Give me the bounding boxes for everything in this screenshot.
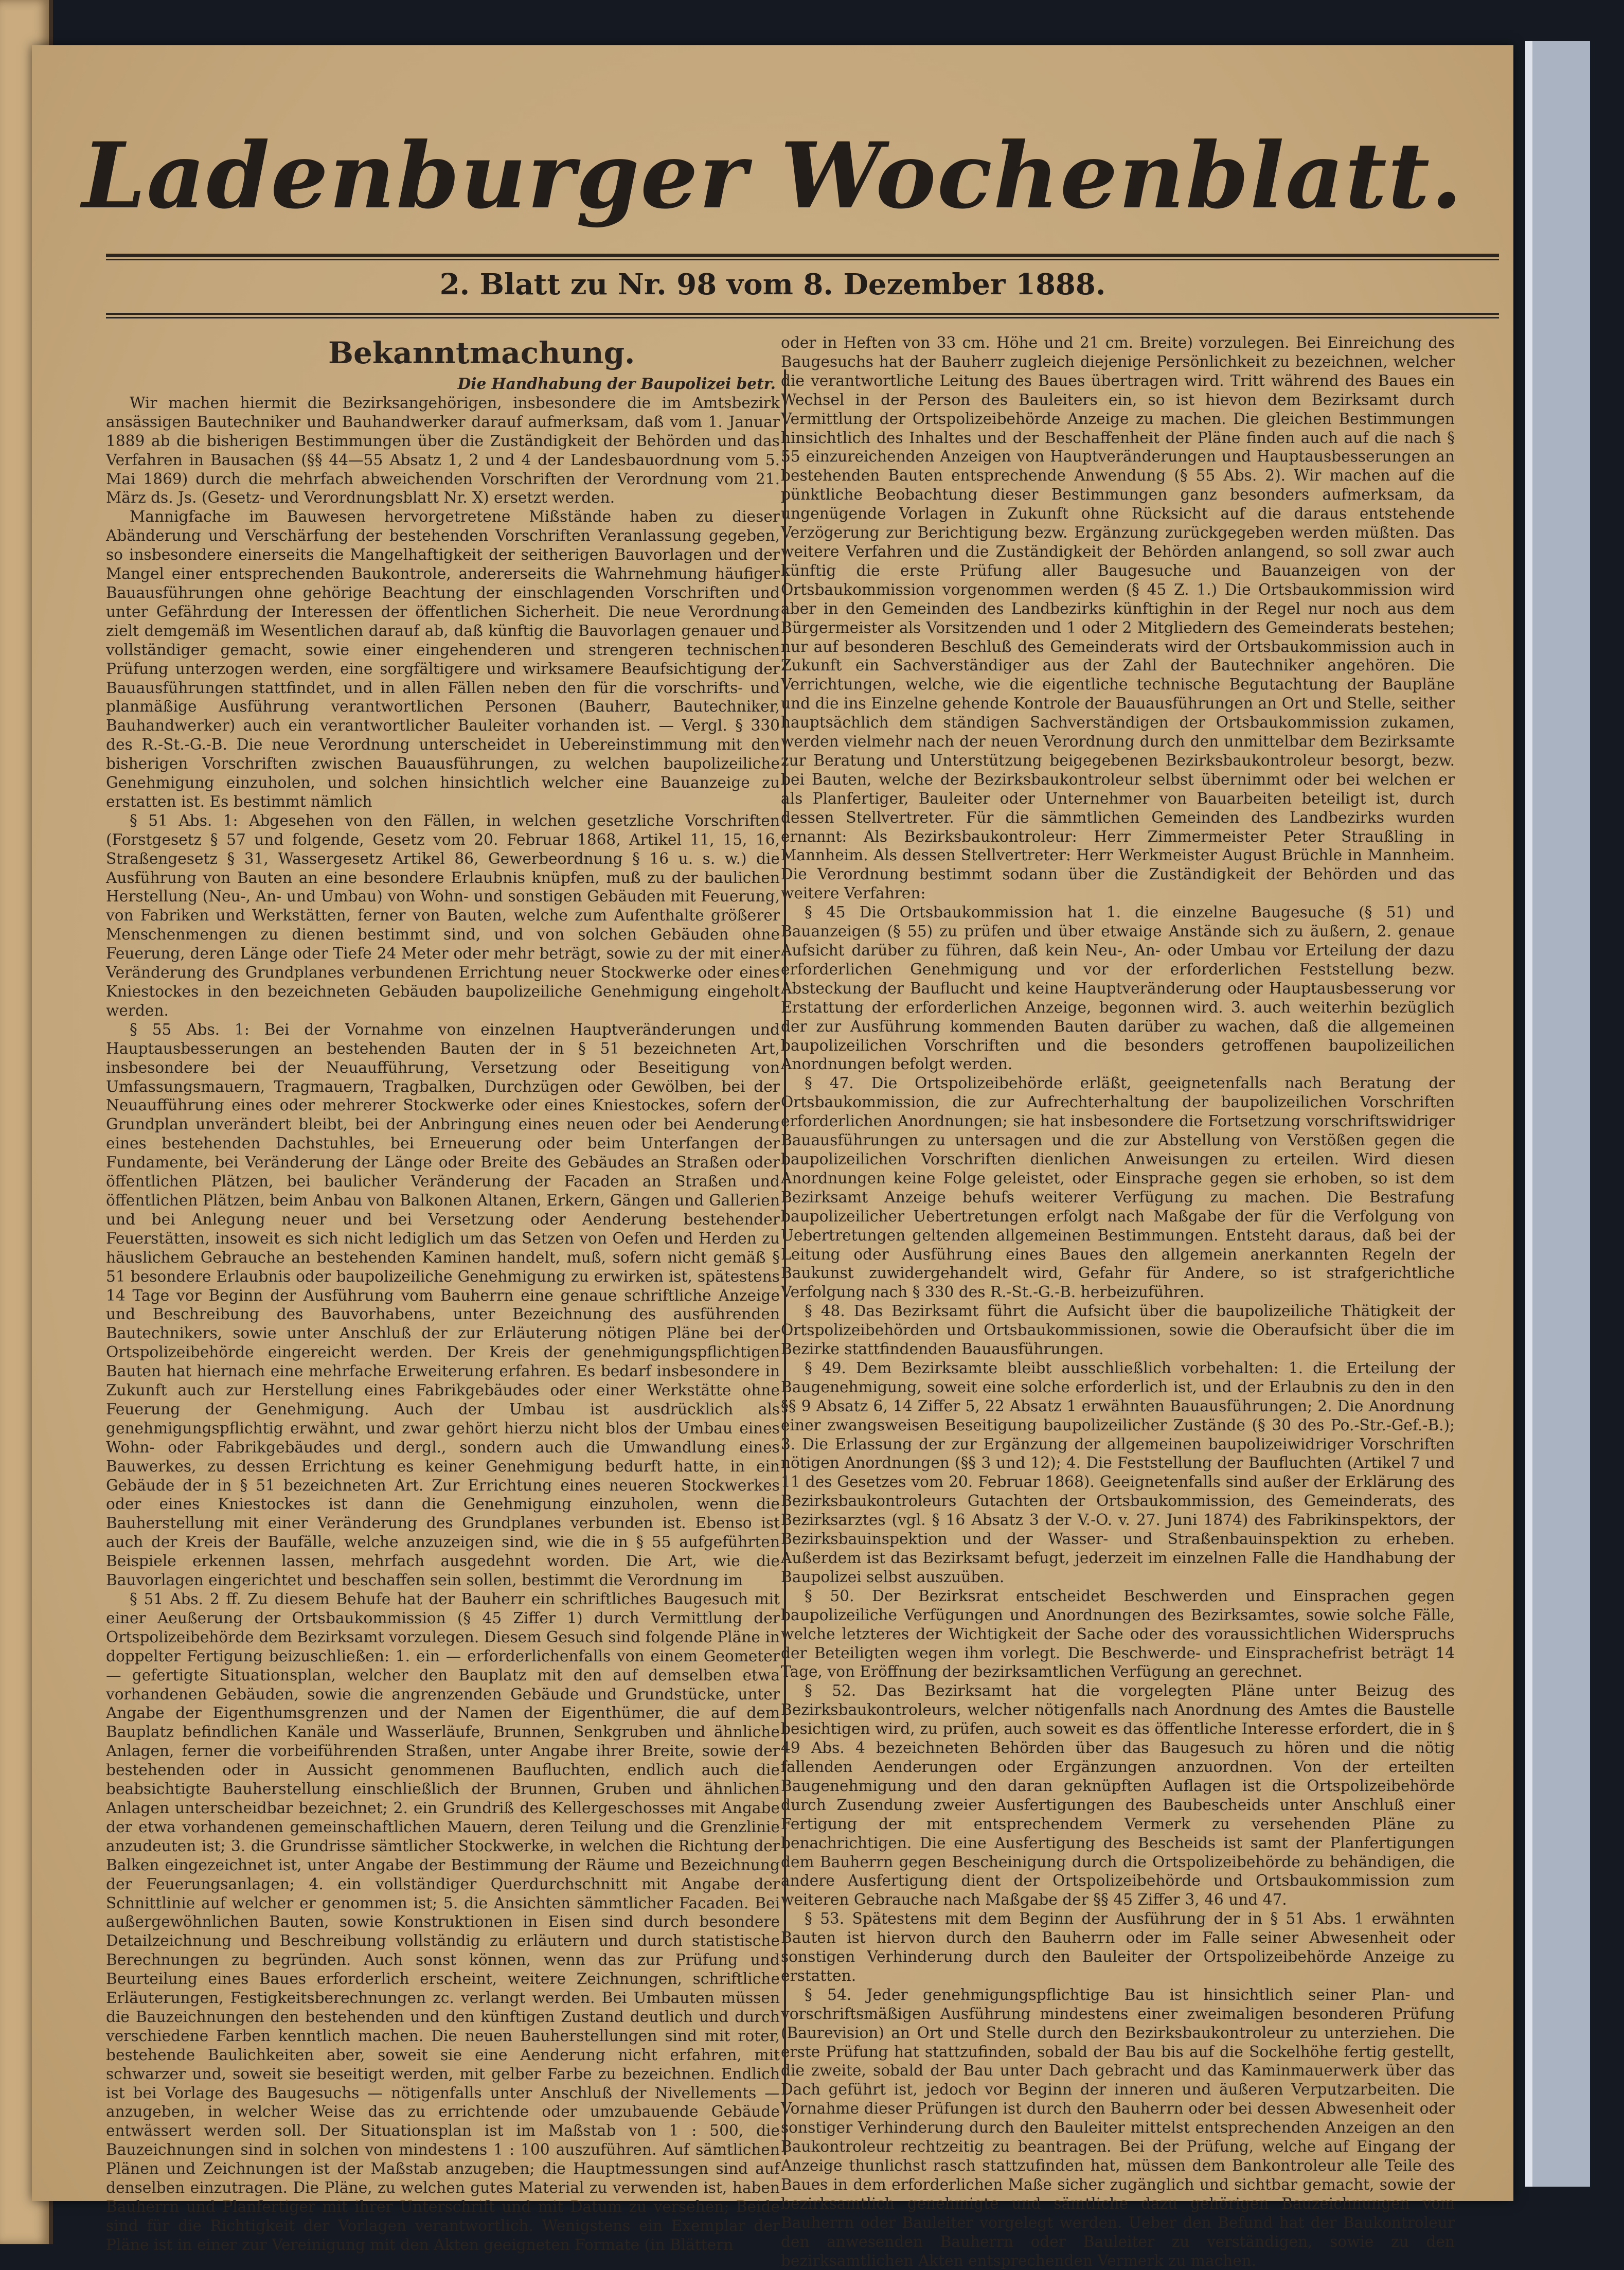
paragraph: § 52. Das Bezirksamt hat die vorgelegten Pläne unter Beizug des Bezirksbaukontroleurs, welcher nötigenfalls nach Anordnung des Amtes die Baustelle besichtigen wird, zu prüfen, auch soweit es das öffentliche Interesse erfordert, die in § 49 Abs. 4 bezeichneten Behörden über das Baugesuch zu hören und die nötig fallenden Aenderungen oder Ergänzungen anzuordnen. Von der erteilten Baugenehmigung und den daran geknüpften Auflagen ist die Ortspolizeibehörde durch Zusendung zweier Ausfertigungen des Baubescheids unter Anschluß einer Fertigung der mit entsprechendem Vermerk zu versehenden Pläne zu benachrichtigen. Die eine Ausfertigung des Bescheids ist samt der Planfertigungen dem Bauherrn gegen Bescheinigung durch die Ortspolizeibehörde zu behändigen, die andere Ausfertigung dient der Ortspolizeibehörde und Ortsbaukommission zum weiteren Gebrauche nach Maßgabe der §§ 45 Ziffer 3, 46 und 47. xyxy=(781,1682,1455,1909)
paragraph: § 55 Abs. 1: Bei der Vornahme von einzelnen Hauptveränderungen und Hauptausbesserungen an bestehenden Bauten der in § 51 bezeichneten Art, insbesondere bei der Neuaufführung, Versetzung oder Beseitigung von Umfassungsmauern, Tragmauern, Tragbalken, Durchzügen oder Gewölben, bei der Neuaufführung eines oder mehrerer Stockwerke oder eines Kniestockes, sofern der Grundplan unverändert bleibt, bei der Anbringung eines neuen oder bei Aenderung eines bestehenden Dachstuhles, bei Erneuerung oder beim Unterfangen der Fundamente, bei Veränderung der Länge oder Breite des Gebäudes an Straßen oder öffentlichen Plätzen, bei baulicher Veränderung der Facaden an Straßen und öffentlichen Plätzen, beim Anbau von Balkonen Altanen, Erkern, Gängen und Gallerien und bei Anlegung neuer und bei Versetzung oder Aenderung bestehender Feuerstätten, insoweit es sich nicht lediglich um das Setzen von Oefen und Herden zu häuslichem Gebrauche an bestehenden Kaminen handelt, muß, sofern nicht gemäß § 51 besondere Erlaubnis oder baupolizeiliche Genehmigung zu erwirken ist, spätestens 14 Tage vor Beginn der Ausführung vom Bauherrn eine genaue schriftliche Anzeige und Beschreibung des Bauvorhabens, unter Bezeichnung des ausführenden Bautechnikers, sowie unter Anschluß der zur Erläuterung nötigen Pläne bei der Ortspolizeibehörde eingereicht werden. Der Kreis der genehmigungspflichtigen Bauten hat hiernach eine mehrfache Erweiterung erfahren. Es bedarf insbesondere in Zukunft auch zur Herstellung eines Fabrikgebäudes oder einer Werkstätte ohne Feuerung der Genehmigung. Auch der Umbau ist ausdrücklich als genehmigungspflichtig erwähnt, und zwar gehört hierzu nicht blos der Umbau eines Wohn- oder Fabrikgebäudes und dergl., sondern auch die Umwandlung eines Bauwerkes, zu dessen Errichtung es keiner Genehmigung bedurft hatte, in ein Gebäude der in § 51 bezeichneten Art. Zur Errichtung eines neueren Stockwerkes oder eines Kniestockes ist dann die Genehmigung einzuholen, wenn die Bauherstellung mit einer Veränderung des Grundplanes verbunden ist. Ebenso ist auch der Kreis der Baufälle, welche anzuzeigen sind, wie die in § 55 aufgeführten Beispiele erkennen lassen, mehrfach ausgedehnt worden. Die Art, wie die Bauvorlagen eingerichtet und beschaffen sein sollen, bestimmt die Verordnung im xyxy=(106,1020,780,1589)
paragraph: § 50. Der Bezirksrat entscheidet Beschwerden und Einsprachen gegen baupolizeiliche Verfügungen und Anordnungen des Bezirksamtes, sowie solche Fälle, welche letzteres der Wichtigkeit der Sache oder des voraussichtlichen Widerspruchs der Beteiligten wegen ihm vorlegt. Die Beschwerde- und Einsprachefrist beträgt 14 Tage, von Eröffnung der bezirksamtlichen Verfügung an gerechnet. xyxy=(781,1587,1455,1681)
notice-heading: Bekanntmachung. xyxy=(328,335,635,370)
paragraph: § 48. Das Bezirksamt führt die Aufsicht über die baupolizeiliche Thätigkeit der Ortspolizeibehörden und Ortsbaukommissionen, sowie die Oberaufsicht über die im Bezirke stattfindenden Bauausführungen. xyxy=(781,1302,1455,1358)
paragraph: § 45 Die Ortsbaukommission hat 1. die einzelne Baugesuche (§ 51) und Bauanzeigen (§ 55) zu prüfen und über etwaige Anstände sich zu äußern, 2. genaue Aufsicht darüber zu führen, daß kein Neu-, An- oder Umbau vor Erteilung der dazu erforderlichen Genehmigung und vor der erforderlichen Feststellung bezw. Absteckung der Bauflucht und keine Hauptveränderung oder Hauptausbesserung vor Erstattung der erforderlichen Anzeige, begonnen wird. 3. auch weiterhin bezüglich der zur Ausführung kommenden Bauten darüber zu wachen, daß die allgemeinen baupolizeilichen Vorschriften und die besonders getroffenen baupolizeilichen Anordnungen befolgt werden. xyxy=(781,903,1455,1073)
paragraph: § 49. Dem Bezirksamte bleibt ausschließlich vorbehalten: 1. die Erteilung der Baugenehmigung, soweit eine solche erforderlich ist, und der Erlaubnis zu den in den §§ 9 Absatz 6, 14 Ziffer 5, 22 Absatz 1 erwähnten Bauausführungen; 2. Die Anordnung einer zwangsweisen Beseitigung baupolizeilicher Zustände (§ 30 des Po.-Str.-Gef.-B.); 3. Die Erlassung der zur Ergänzung der allgemeinen baupolizeiwidriger Vorschriften nötigen Anordnungen (§§ 3 und 12); 4. Die Feststellung der Baufluchten (Artikel 7 und 11 des Gesetzes vom 20. Februar 1868). Geeignetenfalls sind außer der Erklärung des Bezirksbaukontroleurs Gutachten der Ortsbaukommission, des Gemeinderats, des Bezirksarztes (vgl. § 16 Absatz 3 der V.-O. v. 27. Juni 1874) des Fabrikinspektors, der Bezirksbauinspektion und der Wasser- und Straßenbauinspektion zu erheben. Außerdem ist das Bezirksamt befugt, jederzeit im einzelnen Falle die Handhabung der Baupolizei selbst auszuüben. xyxy=(781,1359,1455,1586)
issue-rule-thin xyxy=(106,317,1499,318)
column-left xyxy=(106,333,780,2254)
paragraph: § 47. Die Ortspolizeibehörde erläßt, geeignetenfalls nach Beratung der Ortsbaukommission, die zur Aufrechterhaltung der baupolizeilichen Vorschriften erforderlichen Anordnungen; sie hat insbesondere die Fortsetzung vorschriftswidriger Bauausführungen zu untersagen und die zur Abstellung von Verstößen gegen die baupolizeilichen Vorschriften dienlichen Anweisungen zu erteilen. Wird diesen Anordnungen keine Folge geleistet, oder Einsprache gegen sie erhoben, so ist dem Bezirksamt Anzeige behufs weiterer Verfügung zu machen. Die Bestrafung baupolizeilicher Uebertretungen erfolgt nach Maßgabe der für die Verfolgung von Uebertretungen geltenden allgemeinen Bestimmungen. Entsteht daraus, daß bei der Leitung oder Ausführung eines Baues den allgemein anerkannten Regeln der Baukunst zuwidergehandelt wird, Gefahr für Andere, so ist strafgerichtliche Verfolgung nach § 330 des R.-St.-G.-B. herbeizuführen. xyxy=(781,1074,1455,1301)
masthead-rule-thin xyxy=(106,259,1499,260)
notice-subheading: Die Handhabung der Baupolizei betr. xyxy=(457,375,776,393)
issue-rule-thick xyxy=(106,313,1499,315)
paragraph: § 54. Jeder genehmigungspflichtige Bau ist hinsichtlich seiner Plan- und vorschriftsmäßigen Ausführung mindestens einer zweimaligen besonderen Prüfung (Baurevision) an Ort und Stelle durch den Bezirksbaukontroleur zu unterziehen. Die erste Prüfung hat stattzufinden, sobald der Bau bis auf die Sockelhöhe fertig gestellt, die zweite, sobald der Bau unter Dach gebracht und das Kaminmauerwerk über das Dach geführt ist, jedoch vor Beginn der inneren und äußeren Verputzarbeiten. Die Vornahme dieser Prüfungen ist durch den Bauherrn oder bei dessen Abwesenheit oder sonstiger Verhinderung durch den Bauleiter mittelst entsprechenden Anzeigen an den Baukontroleur rechtzeitig zu beantragen. Bei der Prüfung, welche auf Eingang der Anzeige thunlichst rasch stattzufinden hat, müssen dem Bankontroleur alle Teile des Baues in dem erforderlichen Maße sicher zugänglich und sichtbar gemacht, sowie der bezirksamtlich genehmigte und sämtliche dazu gehörigen Bauzeichnungen vom Bauherrn oder Bauleiter vorgelegt werden. Ueber den Befund hat der Baukontroleur den anwesenden Bauherrn oder Bauleiter zu verständigen, sowie zu den bezirksamtlichen Akten entsprechenden Vermerk zu machen. xyxy=(781,1985,1455,2269)
column-right xyxy=(781,333,1455,2269)
issue-line: 2. Blatt zu Nr. 98 vom 8. Dezember 1888. xyxy=(439,268,1106,302)
paragraph: § 53. Spätestens mit dem Beginn der Ausführung der in § 51 Abs. 1 erwähnten Bauten ist hiervon durch den Bauherrn oder im Falle seiner Abwesenheit oder sonstigen Verhinderung durch den Bauleiter der Ortspolizeibehörde Anzeige zu erstatten. xyxy=(781,1910,1455,1984)
paragraph: oder in Heften von 33 cm. Höhe und 21 cm. Breite) vorzulegen. Bei Einreichung des Baugesuchs hat der Bauherr zugleich diejenige Persönlichkeit zu bezeichnen, welcher die verantwortliche Leitung des Baues übertragen wird. Tritt während des Baues ein Wechsel in der Person des Bauleiters ein, so ist hievon dem Bezirksamt durch Vermittlung der Ortspolizeibehörde Anzeige zu machen. Die gleichen Bestimmungen hinsichtlich des Inhaltes und der Beschaffenheit der Pläne finden auch auf die nach § 55 einzureichenden Anzeigen von Hauptveränderungen und Hauptausbesserungen an bestehenden Bauten entsprechende Anwendung (§ 55 Abs. 2). Wir machen auf die pünktliche Beobachtung dieser Bestimmungen ganz besonders aufmerksam, da ungenügende Vorlagen in Zukunft ohne Rücksicht auf die daraus entstehende Verzögerung zur Berichtigung bezw. Ergänzung zurückgegeben werden müßten. Das weitere Verfahren und die Zuständigkeit der Behörden anlangend, so soll zwar auch künftig die erste Prüfung aller Baugesuche und Bauanzeigen von der Ortsbaukommission vorgenommen werden (§ 45 Z. 1.) Die Ortsbaukommission wird aber in den Gemeinden des Landbezirks künftighin in der Regel nur noch aus dem Bürgermeister als Vorsitzenden und 1 oder 2 Mitgliedern des Gemeinderats bestehen; nur auf besonderen Beschluß des Gemeinderats wird der Ortsbaukommission auch in Zukunft ein Sachverständiger aus der Zahl der Bautechniker angehören. Die Verrichtungen, welche, wie die eigentliche technische Begutachtung der Baupläne und die ins Einzelne gehende Kontrole der Bauausführungen an Ort und Stelle, seither hauptsächlich dem ständigen Sachverständigen der Ortsbaukommission zukamen, werden vielmehr nach der neuen Verordnung durch den unmittelbar dem Bezirksamte zur Beratung und Unterstützung beigegebenen Bezirksbaukontroleur besorgt, bezw. bei Bauten, welche der Bezirksbaukontroleur selbst übernimmt oder bei welchen er als Planfertiger, Bauleiter oder Unternehmer von Bauarbeiten beteiligt ist, durch dessen Stellvertreter. Für die sämmtlichen Gemeinden des Landbezirks wurden ernannt: Als Bezirksbaukontroleur: Herr Zimmermeister Peter Straußling in Mannheim. Als dessen Stellvertreter: Herr Werkmeister August Brüchle in Mannheim. Die Verordnung bestimmt sodann über die Zuständigkeit der Behörden und das weitere Verfahren: xyxy=(781,334,1455,902)
binding-board xyxy=(1525,41,1590,2187)
paragraph: Wir machen hiermit die Bezirksangehörigen, insbesondere die im Amtsbezirk ansässigen Bautechniker und Bauhandwerker darauf aufmerksam, daß vom 1. Januar 1889 ab die bisherigen Bestimmungen über die Zuständigkeit der Behörden und das Verfahren in Bausachen (§§ 44—55 Absatz 1, 2 und 4 der Landesbauordnung vom 5. Mai 1869) durch die mehrfach abweichenden Vorschriften der Verordnung vom 21. März ds. Js. (Gesetz- und Verordnungsblatt Nr. X) ersetzt werden. xyxy=(106,394,780,507)
paragraph: § 51 Abs. 1: Abgesehen von den Fällen, in welchen gesetzliche Vorschriften (Forstgesetz § 57 und folgende, Gesetz vom 20. Februar 1868, Artikel 11, 15, 16, Straßengesetz § 31, Wassergesetz Artikel 86, Gewerbeordnung § 16 u. s. w.) die Ausführung von Bauten an eine besondere Erlaubnis knüpfen, muß zu der baulichen Herstellung (Neu-, An- und Umbau) von Wohn- und sonstigen Gebäuden mit Feuerung, von Fabriken und Werkstätten, ferner von Bauten, welche zum Aufenthalte größerer Menschenmengen zu dienen bestimmt sind, und von solchen Gebäuden ohne Feuerung, deren Länge oder Tiefe 24 Meter oder mehr beträgt, sowie zu der mit einer Veränderung des Grundplanes verbundenen Errichtung neuer Stockwerke oder eines Kniestockes in den bezeichneten Gebäuden baupolizeiliche Genehmigung eingeholt werden. xyxy=(106,811,780,1019)
masthead-rule-thick xyxy=(106,254,1499,257)
paragraph: § 51 Abs. 2 ff. Zu diesem Behufe hat der Bauherr ein schriftliches Baugesuch mit einer Aeußerung der Ortsbaukommission (§ 45 Ziffer 1) durch Vermittlung der Ortspolizeibehörde dem Bezirksamt vorzulegen. Diesem Gesuch sind folgende Pläne in doppelter Fertigung beizuschließen: 1. ein — erforderlichenfalls von einem Geometer — gefertigte Situationsplan, welcher den Bauplatz mit den auf demselben etwa vorhandenen Gebäuden, sowie die angrenzenden Gebäude und Grundstücke, unter Angabe der Eigenthumsgrenzen und der Namen der Eigenthümer, die auf dem Bauplatz befindlichen Kanäle und Wasserläufe, Brunnen, Senkgruben und ähnliche Anlagen, ferner die vorbeiführenden Straßen, unter Angabe ihrer Breite, sowie der bestehenden oder in Aussicht genommenen Baufluchten, endlich auch die beabsichtigte Bauherstellung einschließlich der Brunnen, Gruben und ähnlichen Anlagen unterscheidbar bezeichnet; 2. ein Grundriß des Kellergeschosses mit Angabe der etwa vorhandenen gemeinschaftlichen Mauern, deren Teilung und die Grenzlinie anzudeuten ist; 3. die Grundrisse sämtlicher Stockwerke, in welchen die Richtung der Balken eingezeichnet ist, unter Angabe der Bestimmung der Räume und Bezeichnung der Feuerungsanlagen; 4. ein vollständiger Querdurchschnitt mit Angabe der Schnittlinie auf welcher er genommen ist; 5. die Ansichten sämmtlicher Facaden. Bei außergewöhnlichen Bauten, sowie Konstruktionen in Eisen sind durch besondere Detailzeichnung und Beschreibung vollständig zu erläutern und durch statistische Berechnungen zu begründen. Auch sonst können, wenn das zur Prüfung und Beurteilung eines Baues erforderlich erscheint, weitere Zeichnungen, schriftliche Erläuterungen, Festigkeitsberechnungen zc. verlangt werden. Bei Umbauten müssen die Bauzeichnungen den bestehenden und den künftigen Zustand deutlich und durch verschiedene Farben kenntlich machen. Die neuen Bauherstellungen sind mit roter, bestehende Baulichkeiten aber, soweit sie eine Aenderung nicht erfahren, mit schwarzer und, soweit sie beseitigt werden, mit gelber Farbe zu bezeichnen. Endlich ist bei Vorlage des Baugesuchs — nötigenfalls unter Anschluß der Nivellements — anzugeben, in welcher Weise das zu errichtende oder umzubauende Gebäude entwässert werden soll. Der Situationsplan ist im Maßstab von 1 : 500, die Bauzeichnungen sind in solchen von mindestens 1 : 100 auszuführen. Auf sämtlichen Plänen und Zeichnungen ist der Maßstab anzugeben; die Hauptmessungen sind auf denselben einzutragen. Die Pläne, zu welchen gutes Material zu verwenden ist, haben Bauherrn und Planfertiger mit ihrer Unterschrift und mit Datum zu versehen; Beide sind für die Richtigkeit der Vorlagen verantwortlich. Wenigstens ein Exemplar der Pläne ist in einer zur Vereinigung mit den Akten geeigneten Formate (in Blättern xyxy=(106,1590,780,2254)
paragraph: Mannigfache im Bauwesen hervorgetretene Mißstände haben zu dieser Abänderung und Verschärfung der bestehenden Vorschriften Veranlassung gegeben, so insbesondere einerseits die Mangelhaftigkeit der seitherigen Bauvorlagen und der Mangel einer entsprechenden Baukontrole, andererseits die Wahrnehmung häufiger Bauausführungen ohne gehörige Beachtung der einschlagenden Vorschriften und unter Gefährdung der Interessen der öffentlichen Sicherheit. Die neue Verordnung zielt demgemäß im Wesentlichen darauf ab, daß künftig die Bauvorlagen genauer und vollständiger gemacht, sowie einer eingehenderen und strengeren technischen Prüfung unterzogen werden, eine sorgfältigere und wirksamere Beaufsichtigung der Bauausführungen stattfindet, und in allen Fällen neben den für die vorschrifts- und planmäßige Ausführung verantwortlichen Personen (Bauherr, Bautechniker, Bauhandwerker) auch ein verantwortlicher Bauleiter vorhanden ist. — Vergl. § 330 des R.-St.-G.-B. Die neue Verordnung unterscheidet in Uebereinstimmung mit den bisherigen Vorschriften zwischen Bauausführungen, zu welchen baupolizeiliche Genehmigung einzuholen, und solchen hinsichtlich welcher eine Bauanzeige zu erstatten ist. Es bestimmt nämlich xyxy=(106,508,780,810)
masthead-title: Ladenburger Wochenblatt. xyxy=(82,122,1464,229)
newspaper-page xyxy=(32,45,1513,2269)
